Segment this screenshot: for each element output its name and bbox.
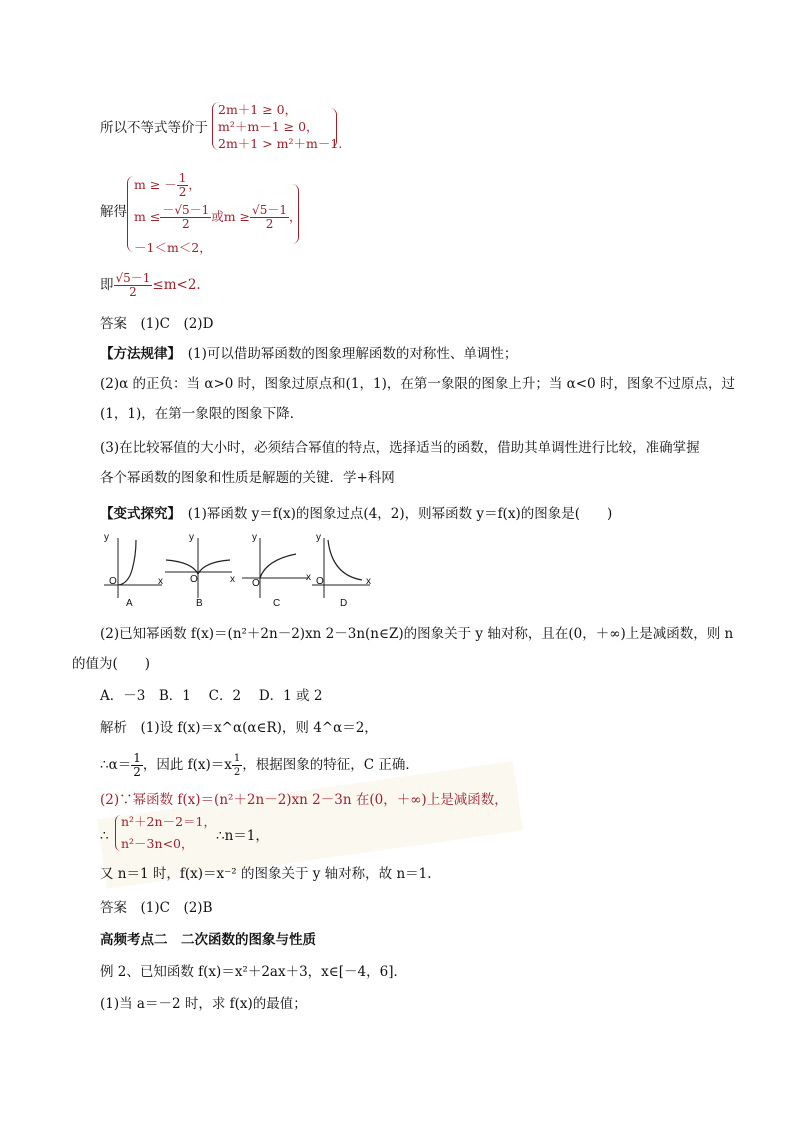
graph-c-origin: O	[252, 578, 260, 589]
variant-options: A．－3 B．1 C．2 D．1 或 2	[100, 688, 323, 704]
example-2-q1: (1)当 a＝－2 时，求 f(x)的最值；	[100, 996, 307, 1012]
graph-b-origin: O	[190, 574, 198, 585]
section-title: 高频考点二 二次函数的图象与性质	[100, 932, 316, 948]
analysis-line-4: ∴	[100, 828, 109, 844]
graph-b-xlabel: x	[230, 574, 235, 585]
graph-a	[104, 538, 162, 598]
graph-a-label: A	[126, 598, 133, 609]
ineq-line-1: 2m＋1 ≥ 0，	[218, 102, 298, 117]
analysis-line-2: ∴α＝ $\frac{1}{2}$ ，因此 f(x)＝x $\frac{1}{2}$ ，根据图象的特征，C 正确．	[100, 751, 419, 779]
graph-d-origin: O	[316, 576, 324, 587]
answer-1: 答案 (1)C (2)D	[100, 316, 214, 332]
graph-b-label: B	[196, 598, 203, 609]
ineq-line-2: m²＋m－1 ≥ 0，	[218, 119, 319, 134]
analysis-line-3: (2)∵幂函数 f(x)＝(n²＋2n－2)xn 2－3n 在(0，＋∞)上是减函数，	[100, 792, 508, 808]
solve-line-1: m ≥ － $\frac{1}{2}$ ，	[134, 171, 201, 199]
result-line: 即 $\frac{√5-1}{2}$ ≤m<2.	[100, 271, 201, 299]
solve-prefix: 解得	[100, 204, 127, 220]
analysis-line-4-tail: ∴n＝1，	[216, 828, 269, 844]
graph-a-ylabel: y	[104, 532, 109, 543]
graph-d-ylabel: y	[316, 532, 321, 543]
ineq-prefix: 所以不等式等价于	[100, 120, 208, 136]
example-2: 例 2、已知函数 f(x)＝x²＋2ax＋3，x∈[－4，6]．	[100, 964, 407, 980]
variant-q2-line-2: 的值为( )	[72, 656, 151, 672]
solve-line-2: m ≤ $\frac{-√5-1}{2}$ 或m ≥ $\frac{√5-1}{2}$ ，	[134, 203, 302, 231]
method-line-3: (1，1)，在第一象限的图象下降．	[100, 406, 304, 422]
graph-c	[242, 538, 308, 598]
analysis-line-1: 解析 (1)设 f(x)＝x^α(α∈R)，则 4^α＝2，	[100, 720, 378, 736]
graph-a-origin: O	[109, 576, 117, 587]
graph-c-ylabel: y	[252, 532, 257, 543]
analysis-sys-line-1: n²＋2n－2＝1，	[121, 814, 216, 829]
answer-2: 答案 (1)C (2)B	[100, 900, 213, 916]
variant-q1: 【变式探究】 (1)幂函数 y＝f(x)的图象过点(4，2)，则幂函数 y＝f(x)的图象是( )	[100, 506, 613, 522]
ineq-line-3: 2m＋1 > m²＋m－1.	[218, 136, 343, 151]
graph-c-label: C	[273, 598, 281, 609]
graph-b-ylabel: y	[189, 532, 194, 543]
graph-set	[100, 530, 380, 610]
method-line-5: 各个幂函数的图象和性质是解题的关键．学+科网	[100, 470, 395, 486]
graph-d	[312, 538, 370, 598]
solve-line-3: －1＜m＜2，	[134, 240, 212, 255]
graph-d-xlabel: x	[366, 576, 371, 587]
analysis-line-5: 又 n＝1 时，f(x)＝x⁻² 的图象关于 y 轴对称，故 n＝1.	[100, 866, 432, 882]
method-line-4: (3)在比较幂值的大小时，必须结合幂值的特点，选择适当的函数，借助其单调性进行比较，准确掌握	[100, 440, 700, 456]
analysis-sys-line-2: n²－3n<0，	[121, 836, 194, 851]
graph-c-xlabel: x	[306, 572, 311, 583]
graph-b	[165, 538, 232, 598]
solve-brace-open	[127, 176, 134, 252]
variant-q2-line-1: (2)已知幂函数 f(x)＝(n²＋2n－2)xn 2－3n(n∈Z)的图象关于 y 轴对称，且在(0，＋∞)上是减函数，则 n	[100, 626, 734, 642]
graph-d-label: D	[340, 598, 348, 609]
method-line-2: (2)α 的正负：当 α>0 时，图象过原点和(1，1)，在第一象限的图象上升；当 α<0 时，图象不过原点，过	[100, 376, 735, 392]
method-line-1: 【方法规律】 (1)可以借助幂函数的图象理解函数的对称性、单调性；	[100, 346, 518, 362]
graph-a-xlabel: x	[158, 576, 163, 587]
